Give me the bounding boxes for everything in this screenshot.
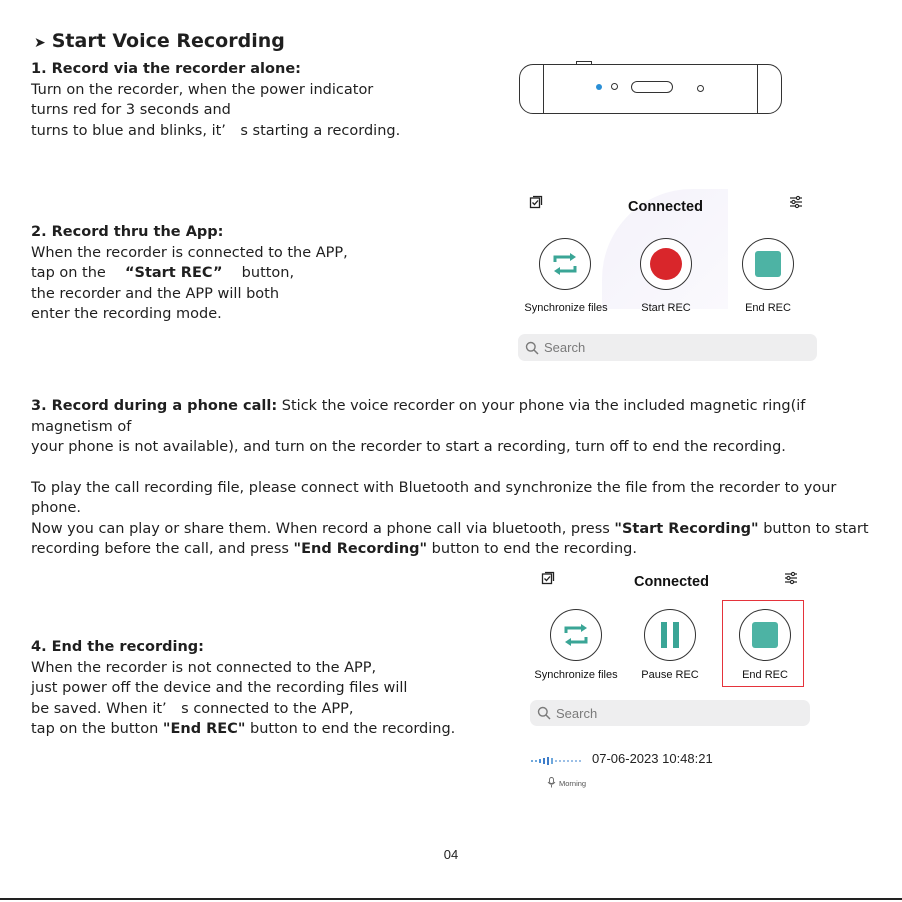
checklist-icon[interactable] bbox=[541, 571, 555, 585]
heading-text: Start Voice Recording bbox=[51, 30, 285, 52]
section-4-line: When the recorder is not connected to the APP, bbox=[31, 659, 377, 676]
device-mic-hole bbox=[697, 85, 704, 92]
text-segment: Now you can play or share them. When record a phone call via bluetooth, press bbox=[31, 520, 615, 537]
checklist-icon[interactable] bbox=[529, 195, 543, 209]
section-3-line bbox=[31, 539, 881, 560]
search-input[interactable] bbox=[518, 334, 817, 361]
section-1-line: Turn on the recorder, when the power indicator bbox=[31, 81, 374, 98]
section-3-line: To play the call recording file, please connect with Bluetooth and synchronize the file from the recorder to your phone. bbox=[31, 479, 837, 516]
text-segment: button to end the recording. bbox=[245, 721, 456, 737]
record-icon bbox=[650, 248, 682, 280]
app-screen-2 bbox=[526, 562, 816, 802]
text-segment: Stick the voice recorder on your phone via the included magnetic ring(if magnetism of bbox=[31, 398, 806, 435]
section-2-title: 2. Record thru the App: bbox=[31, 224, 224, 240]
section-4-line: be saved. When it’ s connected to the APP, bbox=[31, 700, 354, 717]
text-segment: button, bbox=[222, 265, 295, 281]
section-4-title: 4. End the recording: bbox=[31, 639, 204, 655]
section-2-line: enter the recording mode. bbox=[31, 306, 222, 322]
section-3-line bbox=[31, 396, 881, 437]
text-segment: button to end the recording. bbox=[427, 541, 637, 557]
search-icon bbox=[537, 706, 551, 720]
section-4 bbox=[31, 637, 455, 740]
search-input[interactable] bbox=[530, 700, 810, 726]
section-2-line: the recorder and the APP will both bbox=[31, 285, 280, 302]
recording-tag: Morning bbox=[559, 779, 587, 788]
section-1 bbox=[31, 59, 400, 141]
stop-icon bbox=[755, 251, 781, 277]
power-indicator-light bbox=[596, 84, 602, 90]
section-2 bbox=[31, 222, 348, 325]
connection-status: Connected bbox=[628, 199, 703, 215]
text-segment-bold: “Start REC” bbox=[124, 265, 223, 281]
search-icon bbox=[525, 341, 539, 355]
section-1-line: turns to blue and blinks, it’ s starting a recording. bbox=[31, 122, 401, 139]
end-rec-button[interactable] bbox=[739, 609, 791, 661]
sync-icon bbox=[562, 623, 590, 647]
section-1-title: 1. Record via the recorder alone: bbox=[31, 61, 301, 77]
text-segment: button to start bbox=[758, 520, 869, 537]
device-edge-line bbox=[757, 65, 758, 113]
microphone-icon bbox=[547, 777, 556, 788]
recorder-device-illustration bbox=[519, 64, 782, 114]
recording-timestamp: 07-06-2023 10:48:21 bbox=[592, 751, 713, 766]
usb-port bbox=[631, 81, 673, 93]
search-placeholder: Search bbox=[544, 340, 586, 355]
end-rec-label: End REC bbox=[742, 669, 788, 681]
pause-rec-button[interactable] bbox=[644, 609, 696, 661]
pause-icon bbox=[659, 621, 681, 649]
section-3 bbox=[31, 396, 881, 560]
text-segment-bold: "Start Recording" bbox=[614, 520, 759, 537]
bottom-rule bbox=[0, 898, 902, 900]
text-segment-bold: "End REC" bbox=[162, 721, 246, 737]
pause-rec-label: Pause REC bbox=[641, 669, 699, 681]
connection-status: Connected bbox=[634, 574, 709, 590]
section-1-line: turns red for 3 seconds and bbox=[31, 102, 231, 118]
spacer bbox=[31, 458, 881, 478]
stop-icon bbox=[752, 622, 778, 648]
settings-sliders-icon[interactable] bbox=[784, 571, 798, 585]
text-segment: tap on the bbox=[31, 265, 125, 281]
synchronize-files-button[interactable] bbox=[550, 609, 602, 661]
end-rec-label: End REC bbox=[745, 302, 791, 314]
page-number: 04 bbox=[443, 847, 459, 862]
section-3-title: 3. Record during a phone call: bbox=[31, 398, 278, 414]
device-edge-line bbox=[543, 65, 544, 113]
synchronize-files-label: Synchronize files bbox=[524, 302, 608, 314]
waveform-icon bbox=[531, 756, 589, 766]
synchronize-files-label: Synchronize files bbox=[534, 669, 618, 681]
section-4-line bbox=[31, 719, 455, 740]
section-3-line: your phone is not available), and turn on the recorder to start a recording, turn off to end the recording. bbox=[31, 439, 786, 455]
arrow-icon: ➤ bbox=[34, 35, 46, 51]
synchronize-files-button[interactable] bbox=[539, 238, 591, 290]
text-segment-bold: "End Recording" bbox=[293, 541, 428, 557]
end-rec-button[interactable] bbox=[742, 238, 794, 290]
start-rec-button[interactable] bbox=[640, 238, 692, 290]
text-segment: tap on the button bbox=[31, 721, 163, 737]
text-segment: recording before the call, and press bbox=[31, 541, 294, 557]
section-3-line bbox=[31, 519, 881, 540]
app-screen-1 bbox=[512, 186, 822, 366]
settings-sliders-icon[interactable] bbox=[789, 195, 803, 209]
section-2-line bbox=[31, 263, 348, 284]
device-button bbox=[576, 61, 592, 65]
recording-list-item[interactable] bbox=[531, 750, 771, 790]
device-hole bbox=[611, 83, 618, 90]
sync-icon bbox=[551, 252, 579, 276]
section-2-line: When the recorder is connected to the APP, bbox=[31, 244, 348, 261]
start-rec-label: Start REC bbox=[641, 302, 691, 314]
section-4-line: just power off the device and the recording files will bbox=[31, 680, 408, 696]
search-placeholder: Search bbox=[556, 705, 598, 721]
page-heading bbox=[34, 30, 285, 52]
